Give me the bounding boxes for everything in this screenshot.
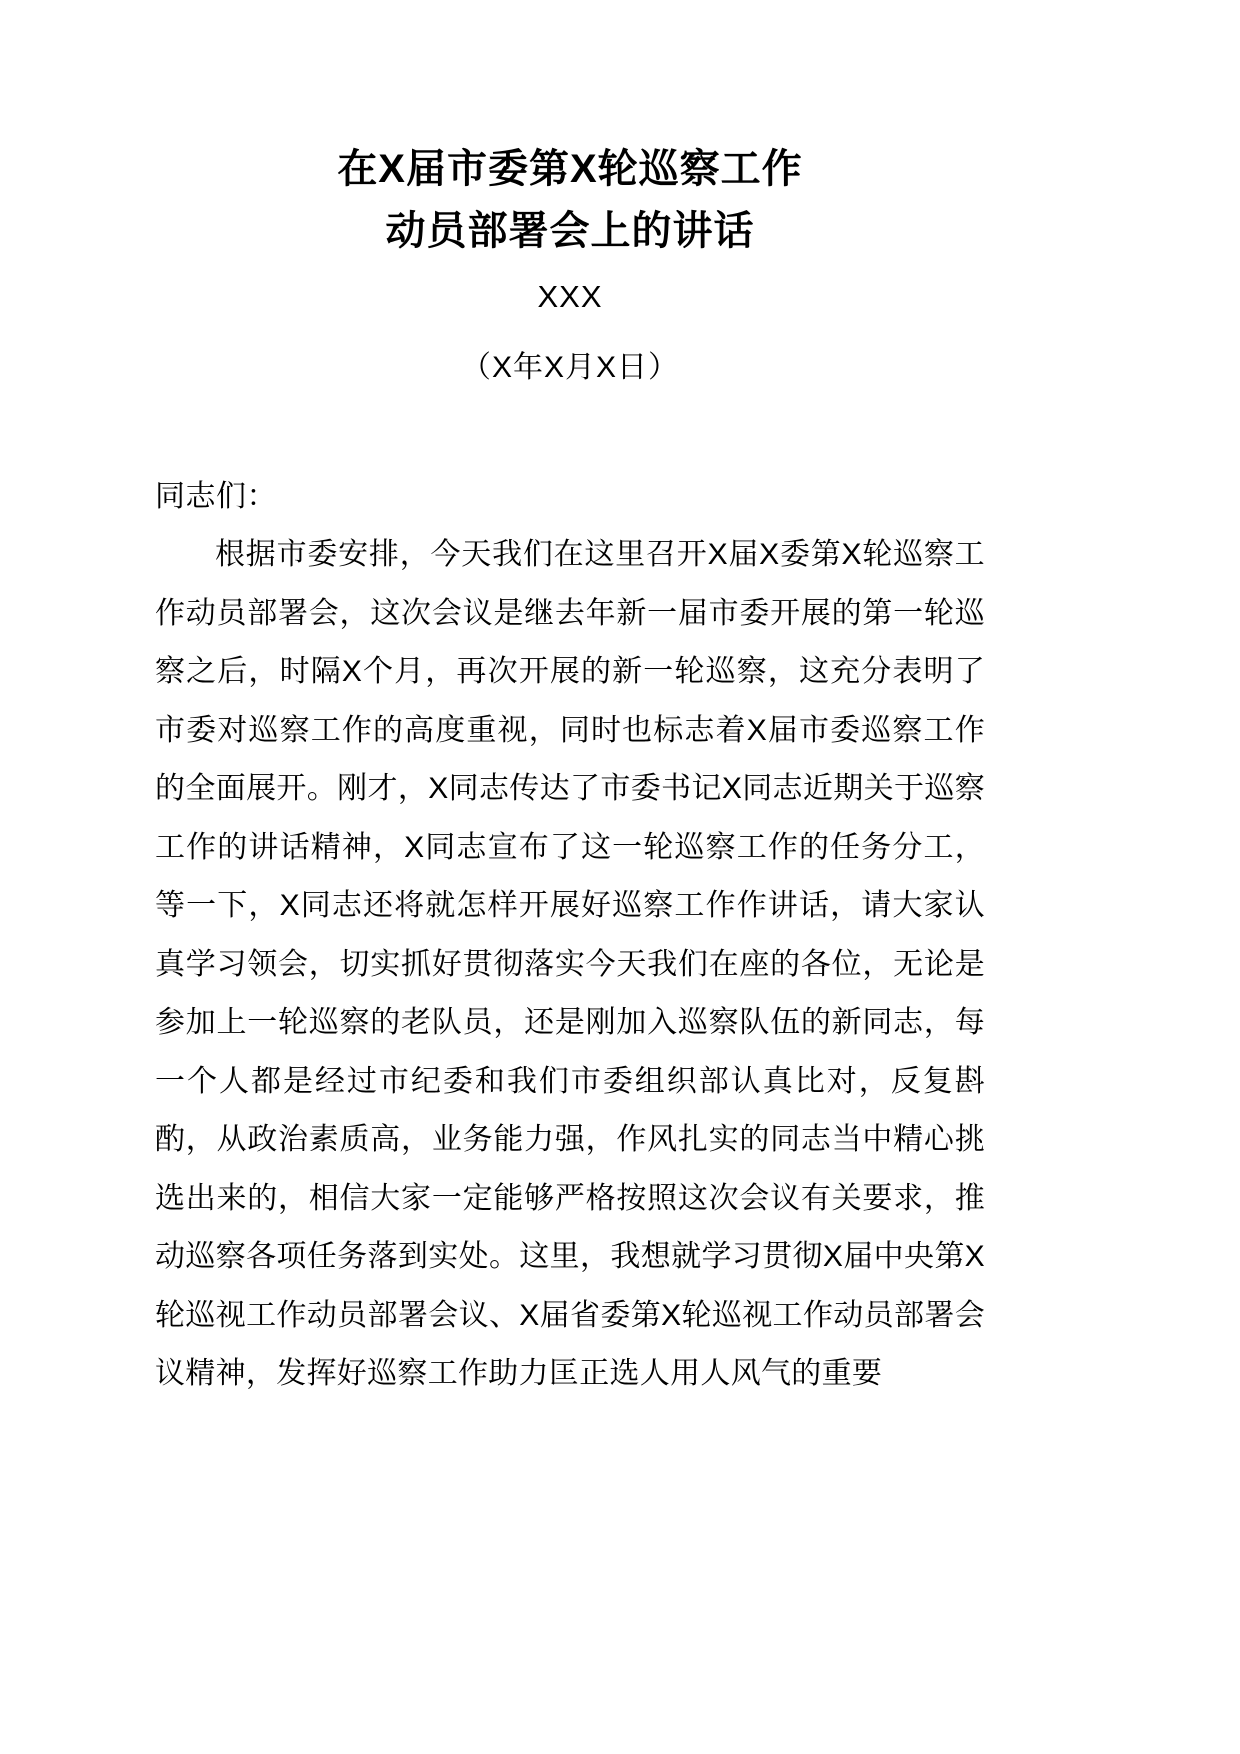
document-title-line-2: 动员部署会上的讲话 <box>385 209 755 253</box>
document-title-line-1: 在X届市委第X轮巡察工作 <box>337 147 803 191</box>
document-title-block <box>155 138 985 392</box>
salutation: 同志们： <box>155 479 277 513</box>
document-body <box>155 468 985 1404</box>
page-content <box>155 0 1085 1404</box>
document-date: （X年X月X日） <box>460 350 680 384</box>
body-paragraph-1: 根据市委安排，今天我们在这里召开X届X委第X轮巡察工作动员部署会，这次会议是继去年新一届市委开展的第一轮巡察之后，时隔X个月，再次开展的新一轮巡察，这充分表明了市委对巡察工作的高度重视，同时也标志着X届市委巡察工作的全面展开。刚才，X同志传达了市委书记X同志近期关于巡察工作的讲话精神，X同志宣布了这一轮巡察工作的任务分工，等一下，X同志还将就怎样开展好巡察工作作讲话，请大家认真学习领会，切实抓好贯彻落实今天我们在座的各位，无论是参加上一轮巡察的老队员，还是刚加入巡察队伍的新同志，每一个人都是经过市纪委和我们市委组织部认真比对，反复斟酌，从政治素质高，业务能力强，作风扎实的同志当中精心挑选出来的，相信大家一定能够严格按照这次会议有关要求，推动巡察各项任务落到实处。这里，我想就学习贯彻X届中央第X轮巡视工作动员部署会议、X届省委第X轮巡视工作动员部署会议精神，发挥好巡察工作助力匡正选人用人风气的重要 <box>155 538 985 1391</box>
document-author: XXX <box>537 279 603 314</box>
